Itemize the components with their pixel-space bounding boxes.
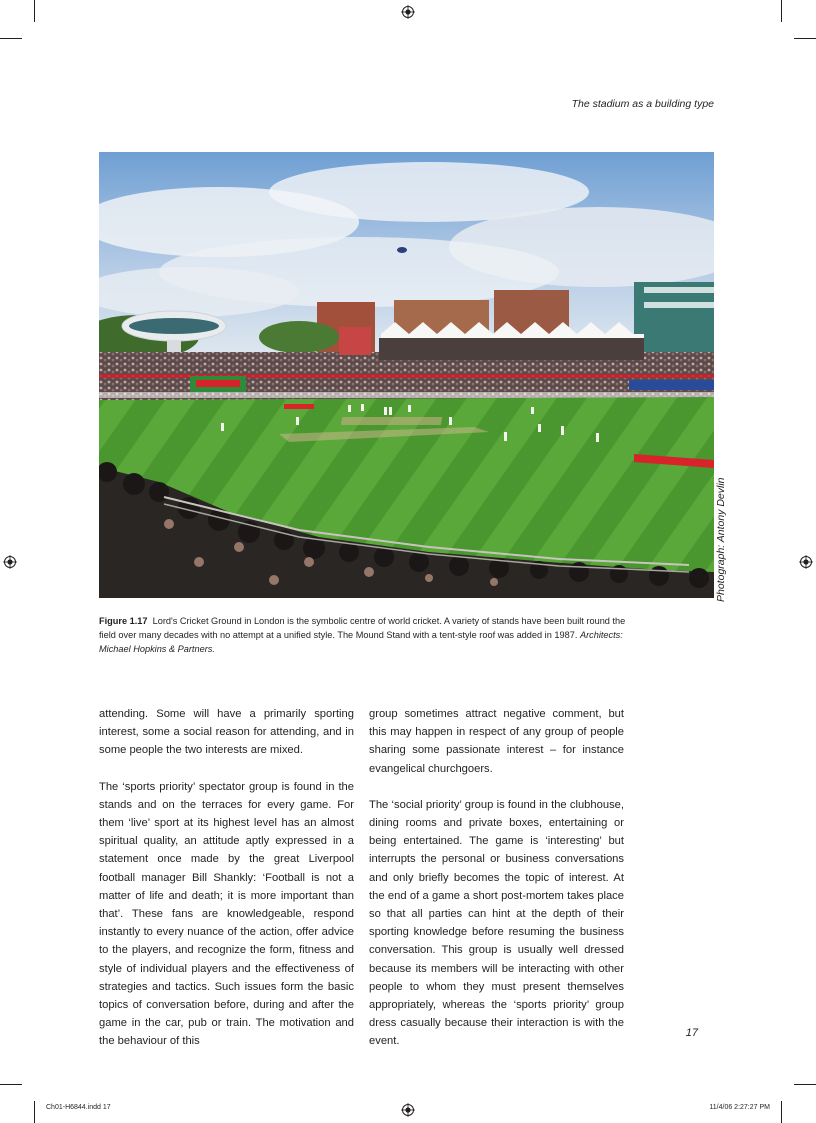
caption-text: Lord's Cricket Ground in London is the symbolic centre of world cricket. A variety of stands have been built round the field over many decades with no attempt at a unified style. The Mound Stand with a tent-style roof was added in 1987. xyxy=(99,616,626,640)
crop-mark xyxy=(781,0,782,22)
figure-caption xyxy=(99,614,629,656)
body-column-right xyxy=(369,705,624,1069)
crop-mark xyxy=(0,1084,22,1085)
crop-mark xyxy=(794,38,816,39)
registration-mark-icon xyxy=(401,5,415,19)
registration-mark-icon xyxy=(799,555,813,569)
paragraph: The ‘social priority’ group is found in the clubhouse, dining rooms and private boxes, entertaining or being entertained. The game is ‘interesting’ but interrupts the personal or business conversations and only briefly becomes the topic of interest. At the end of a game a short post-mortem takes place so that all parties can hint at the depth of their sporting knowledge before resuming the business conversation. This group is usually well dressed because its members will be interacting with other people to whom they must present themselves appropriately, whereas the ‘sports priority’ group dress casually because their interaction is with the event. xyxy=(369,798,624,1048)
slug-timestamp: 11/4/06 2:27:27 PM xyxy=(709,1104,770,1111)
photo-credit: Photograph: Antony Devlin xyxy=(715,477,727,602)
registration-mark-icon xyxy=(401,1103,415,1117)
figure-number: Figure 1.17 xyxy=(99,616,148,626)
running-head: The stadium as a building type xyxy=(571,98,714,110)
paragraph: The ‘sports priority’ spectator group is found in the stands and on the terraces for every game. For them ‘live’ sport at its highest level has an almost spiritual quality, an attitude aptly expressed in a statement once made by the great Liverpool football manager Bill Shankly: ‘Football is not a matter of life and death; it is more important than that’. These fans are knowledgeable, respond instantly to every nuance of the action, offer advice to the players, and recognize the form, fitness and style of individual players and the effectiveness of strategies and tactics. Such issues form the basic topics of conversation before, during and after the game in the car, pub or train. The motivation and the behaviour of this xyxy=(99,780,354,1048)
crop-mark xyxy=(794,1084,816,1085)
registration-mark-icon xyxy=(3,555,17,569)
body-column-left xyxy=(99,705,354,1069)
crop-mark xyxy=(0,38,22,39)
slug-file: Ch01-H6844.indd 17 xyxy=(46,1104,111,1111)
caption-architects: Architects: Michael Hopkins & Partners. xyxy=(99,630,623,654)
page-number: 17 xyxy=(685,1027,698,1039)
cricket-ground-photo xyxy=(99,152,714,598)
crop-mark xyxy=(781,1101,782,1123)
paragraph: group sometimes attract negative comment, but this may happen in respect of any group of people sharing some passionate interest – for instance evangelical churchgoers. xyxy=(369,708,624,775)
paragraph: attending. Some will have a primarily sporting interest, some a social reason for attending, and in some people the two interests are mixed. xyxy=(99,708,354,757)
crop-mark xyxy=(34,1101,35,1123)
crop-mark xyxy=(34,0,35,22)
